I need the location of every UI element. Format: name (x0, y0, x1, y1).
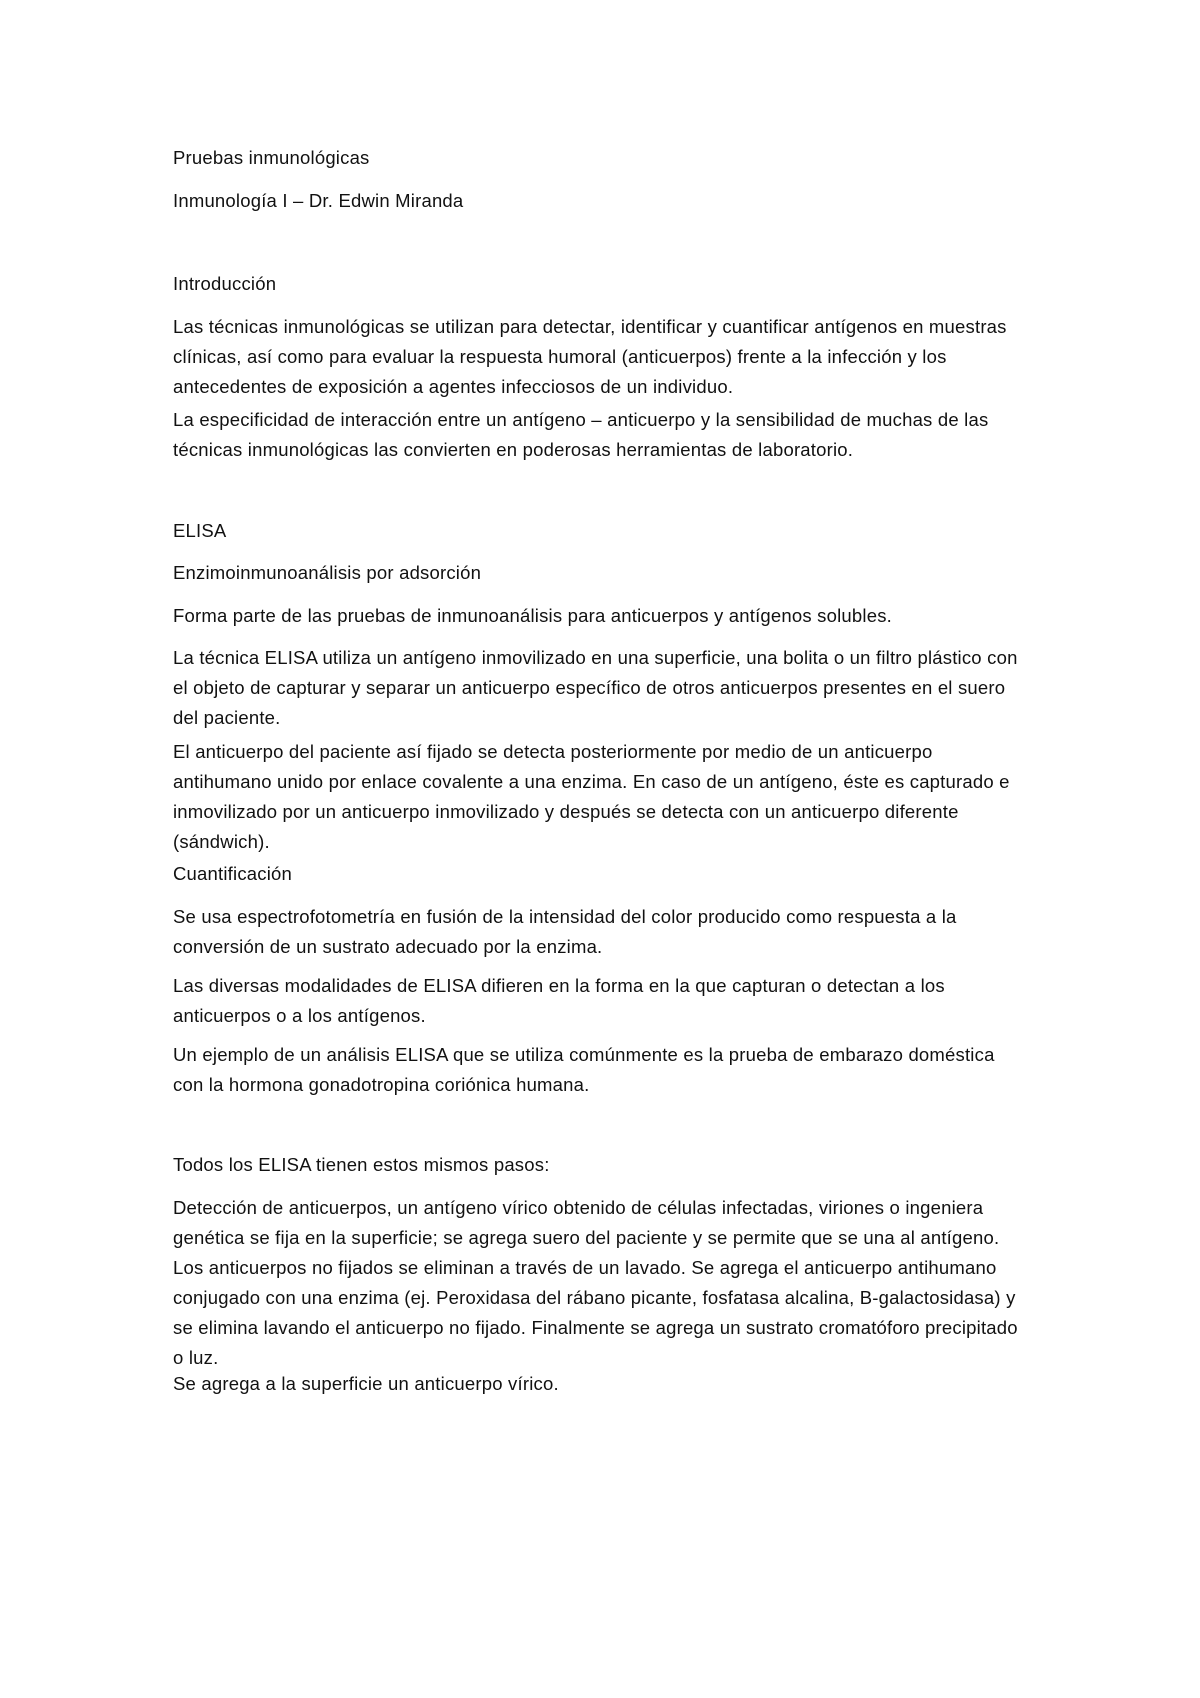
paragraph: Forma parte de las pruebas de inmunoanálisis para anticuerpos y antígenos solubles. (173, 605, 892, 626)
section-heading-pasos: Todos los ELISA tienen estos mismos pasos: (173, 1154, 550, 1175)
paragraph: La especificidad de interacción entre un antígeno – anticuerpo y la sensibilidad de muchas de las técnicas inmunológicas las convierten en poderosas herramientas de laboratorio. (173, 409, 989, 460)
paragraph: Se usa espectrofotometría en fusión de la intensidad del color producido como respuesta a la conversión de un sustrato adecuado por la enzima. (173, 906, 957, 957)
paragraph: Se agrega a la superficie un anticuerpo vírico. (173, 1373, 559, 1394)
paragraph: El anticuerpo del paciente así fijado se detecta posteriormente por medio de un anticuerpo antihumano unido por enlace covalente a una enzima. En caso de un antígeno, éste es capturado e inmovilizado por un anticuerpo inmovilizado y después se detecta con un anticuerpo diferente (sándwich). (173, 741, 1010, 852)
document-subtitle: Inmunología I – Dr. Edwin Miranda (173, 190, 464, 211)
section-heading-elisa: ELISA (173, 520, 227, 541)
paragraph: La técnica ELISA utiliza un antígeno inmovilizado en una superficie, una bolita o un filtro plástico con el objeto de capturar y separar un anticuerpo específico de otros anticuerpos presentes en el suero del paciente. (173, 647, 1018, 728)
paragraph: Las diversas modalidades de ELISA difieren en la forma en la que capturan o detectan a los anticuerpos o a los antígenos. (173, 975, 945, 1026)
paragraph: Detección de anticuerpos, un antígeno vírico obtenido de células infectadas, viriones o ingeniera genética se fija en la superficie; se agrega suero del paciente y se permite que se una al antígeno. Los anticuerpos no fijados se eliminan a través de un lavado. Se agrega el anticuerpo antihumano conjugado con una enzima (ej. Peroxidasa del rábano picante, fosfatasa alcalina, B-galactosidasa) y se elimina lavando el anticuerpo no fijado. Finalmente se agrega un sustrato cromatóforo precipitado o luz. (173, 1197, 1018, 1368)
document-title: Pruebas inmunológicas (173, 147, 370, 168)
subheading-cuantificacion: Cuantificación (173, 863, 293, 884)
paragraph: Enzimoinmunoanálisis por adsorción (173, 562, 482, 583)
paragraph: Las técnicas inmunológicas se utilizan para detectar, identificar y cuantificar antígenos en muestras clínicas, así como para evaluar la respuesta humoral (anticuerpos) frente a la infección y los antecedentes de exposición a agentes infecciosos de un individuo. (173, 316, 1007, 397)
section-heading-introduccion: Introducción (173, 273, 277, 294)
paragraph: Un ejemplo de un análisis ELISA que se utiliza comúnmente es la prueba de embarazo doméstica con la hormona gonadotropina coriónica humana. (173, 1044, 995, 1095)
